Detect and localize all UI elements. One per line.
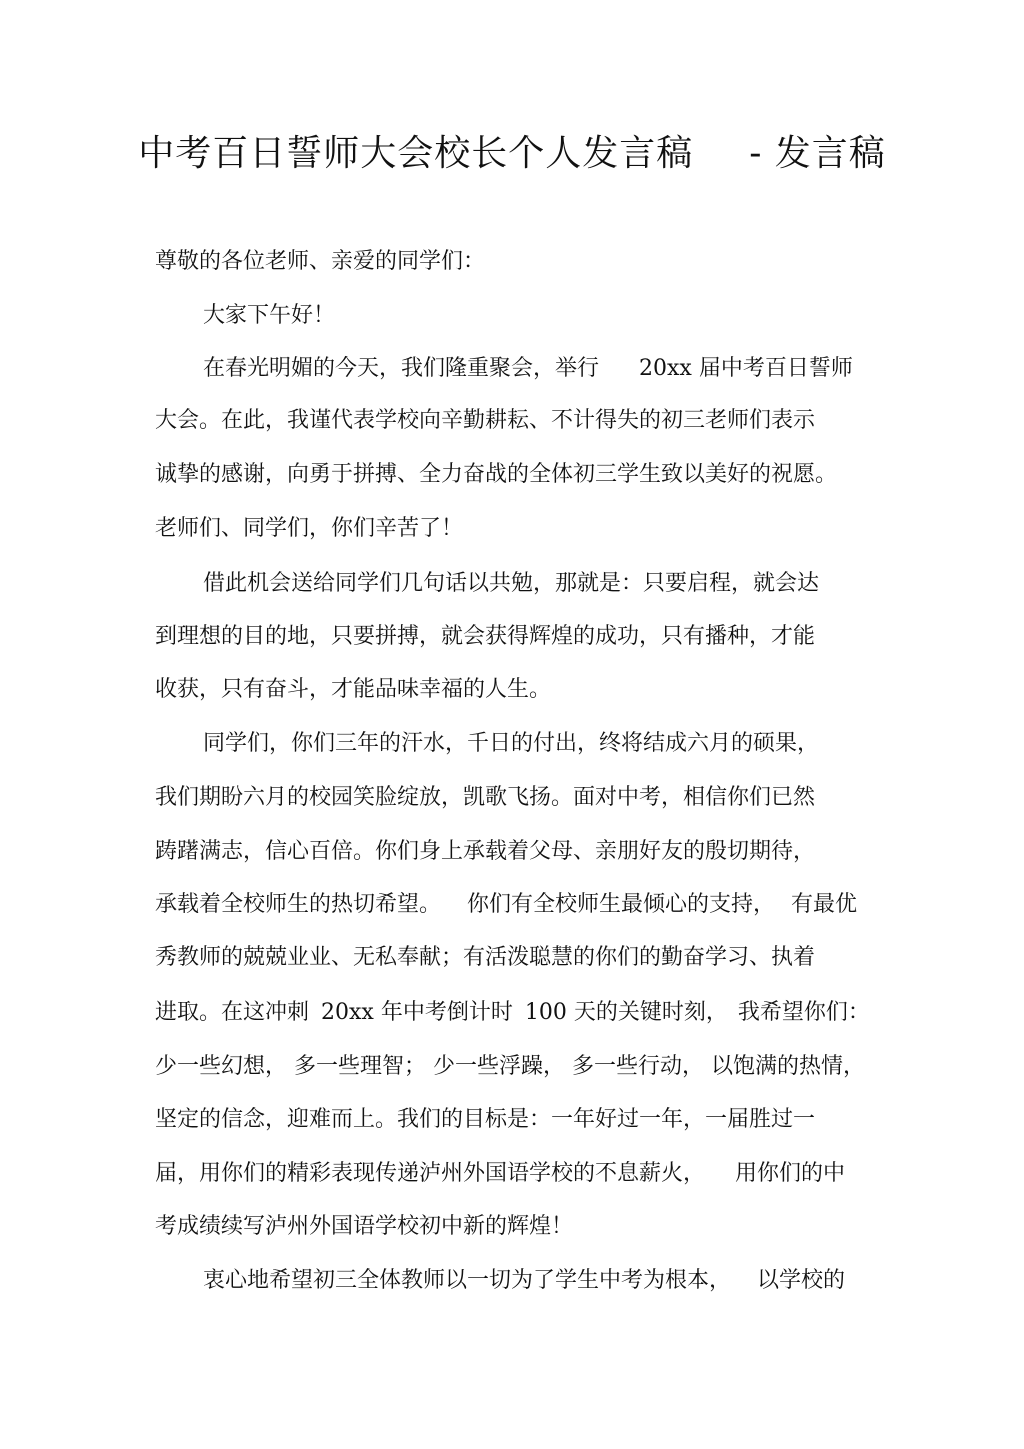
salutation-line: 尊敬的各位老师、亲爱的同学们： [155, 249, 486, 274]
paragraph-3-line-4: 承载着全校师生的热切希望。 你们有全校师生最倾心的支持， 有最优 [155, 892, 858, 917]
greeting-line: 大家下午好！ [203, 303, 336, 328]
paragraph-3-line-10: 考成绩续写泸州外国语学校初中新的辉煌！ [155, 1214, 574, 1239]
paragraph-4-line-1: 衷心地希望初三全体教师以一切为了学生中考为根本， 以学校的 [203, 1268, 846, 1293]
paragraph-1-line-3: 诚挚的感谢，向勇于拼搏、全力奋战的全体初三学生致以美好的祝愿。 [155, 462, 838, 487]
paragraph-1-line-1: 在春光明媚的今天，我们隆重聚会，举行 20xx 届中考百日誓师 [203, 356, 853, 381]
paragraph-3-line-5: 秀教师的兢兢业业、无私奉献；有活泼聪慧的你们的勤奋学习、执着 [155, 945, 816, 970]
paragraph-2-line-3: 收获，只有奋斗，才能品味幸福的人生。 [155, 677, 552, 702]
paragraph-2-line-1: 借此机会送给同学们几句话以共勉，那就是：只要启程，就会达 [203, 571, 820, 596]
paragraph-3-line-2: 我们期盼六月的校园笑脸绽放，凯歌飞扬。面对中考，相信你们已然 [155, 785, 816, 810]
paragraph-3-line-7: 少一些幻想， 多一些理智； 少一些浮躁， 多一些行动， 以饱满的热情， [155, 1054, 865, 1079]
document-title [0, 130, 1024, 178]
paragraph-2-line-2: 到理想的目的地，只要拼搏，就会获得辉煌的成功，只有播种，才能 [155, 624, 816, 649]
paragraph-3-line-6: 进取。在这冲刺 20xx 年中考倒计时 100 天的关键时刻， 我希望你们： [155, 1000, 870, 1025]
paragraph-3-line-8: 坚定的信念，迎难而上。我们的目标是：一年好过一年，一届胜过一 [155, 1107, 816, 1132]
title-suffix: - 发言稿 [749, 133, 886, 174]
title-main: 中考百日誓师大会校长个人发言稿 [138, 133, 694, 174]
paragraph-3-line-3: 踌躇满志，信心百倍。你们身上承载着父母、亲朋好友的殷切期待， [155, 839, 816, 864]
paragraph-1-line-4: 老师们、同学们，你们辛苦了！ [155, 516, 464, 541]
paragraph-3-line-1: 同学们，你们三年的汗水，千日的付出，终将结成六月的硕果， [203, 731, 820, 756]
paragraph-1-line-2: 大会。在此，我谨代表学校向辛勤耕耘、不计得失的初三老师们表示 [155, 408, 816, 433]
paragraph-3-line-9: 届，用你们的精彩表现传递泸州外国语学校的不息薪火， 用你们的中 [155, 1161, 846, 1186]
